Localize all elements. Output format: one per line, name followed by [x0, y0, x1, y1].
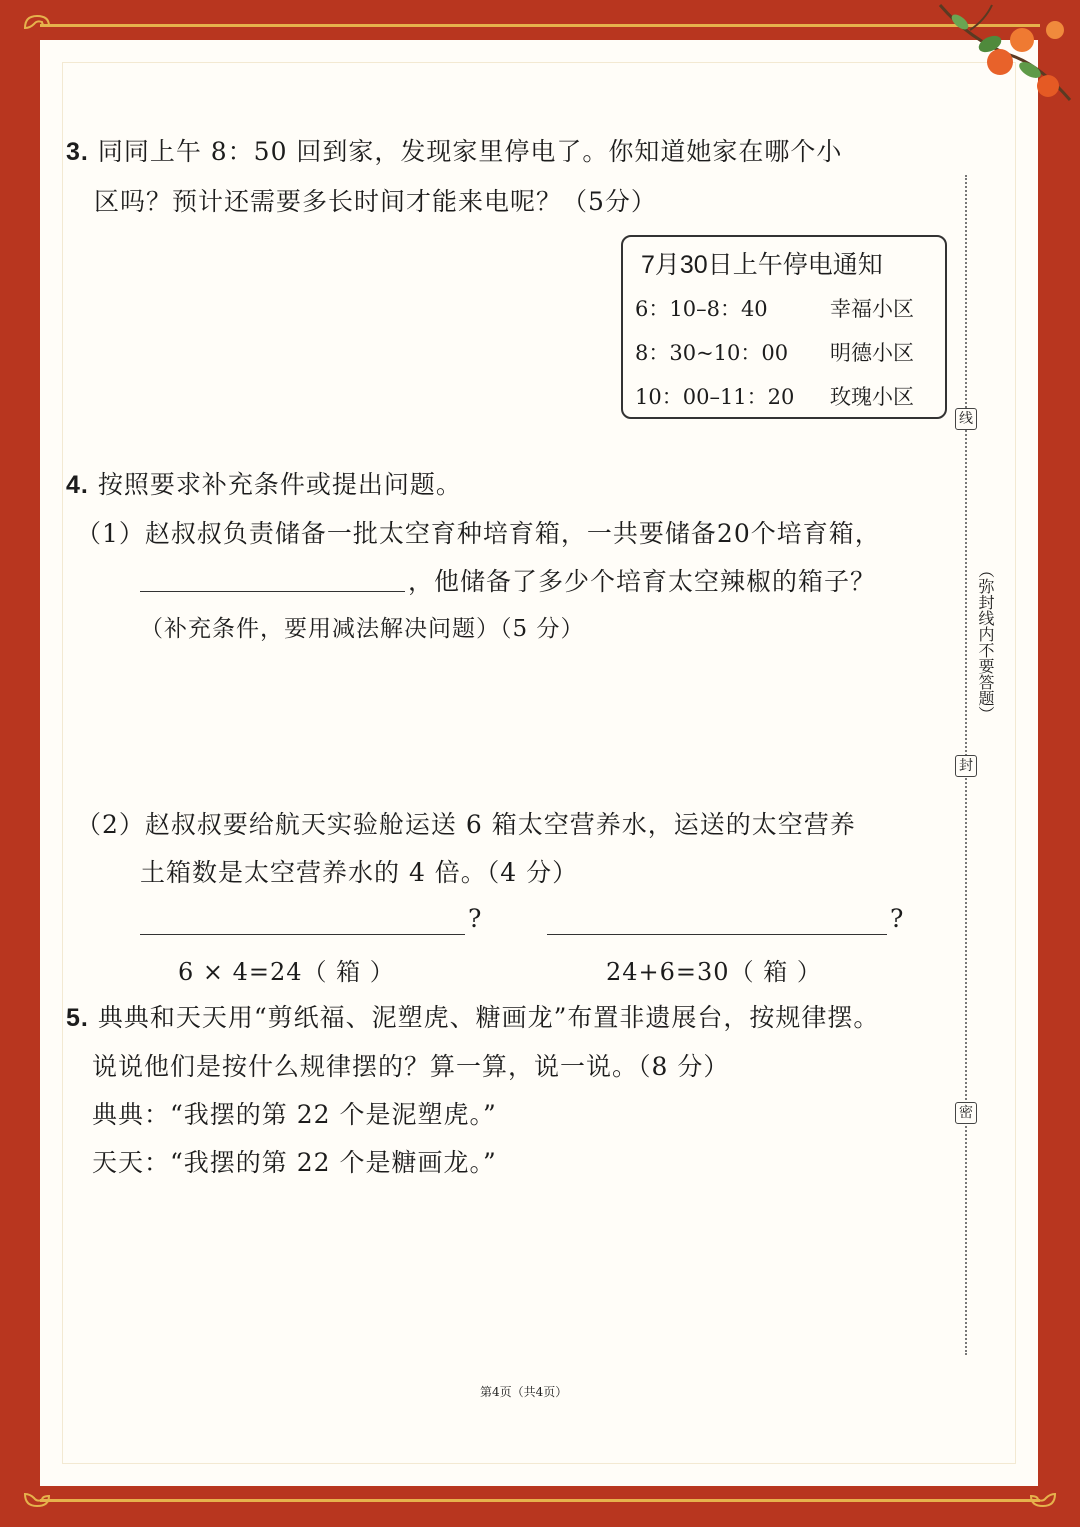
- q3-text-line1: 同同上午 8：50 回到家，发现家里停电了。你知道她家在哪个小: [97, 137, 843, 166]
- q4-title-line: [66, 465, 462, 501]
- q5-number: 5.: [66, 1004, 89, 1032]
- cloud-ornament-icon: [22, 1490, 52, 1510]
- notice-time: 8：30~10：00: [635, 341, 789, 365]
- q4-title: 按照要求补充条件或提出问题。: [97, 470, 462, 499]
- page-footer: 第4页（共4页）: [480, 1385, 568, 1399]
- calc-right: 24+6=30（ 箱 ）: [606, 958, 822, 986]
- frame-bottom-line: [40, 1499, 1040, 1502]
- question-mark-right: ?: [890, 904, 905, 933]
- answer-blank[interactable]: [140, 591, 405, 592]
- q4-part2-line2: 土箱数是太空营养水的 4 倍。（4 分）: [140, 858, 579, 887]
- q5-line3: 典典：“我摆的第 22 个是泥塑虎。”: [92, 1100, 497, 1129]
- power-outage-notice: [621, 235, 947, 419]
- notice-area: 玫瑰小区: [830, 385, 914, 409]
- q5-line1: [66, 998, 879, 1034]
- q4-number: 4.: [66, 471, 89, 499]
- question-mark-left: ?: [468, 904, 483, 933]
- persimmon-branch-icon: [930, 0, 1080, 115]
- notice-time: 10：00–11：20: [635, 385, 795, 409]
- q4-part1-hint: （补充条件，要用减法解决问题）（5 分）: [140, 616, 585, 642]
- notice-area: 明德小区: [830, 341, 914, 365]
- q5-line2: 说说他们是按什么规律摆的？算一算，说一说。（8 分）: [92, 1052, 730, 1081]
- seal-box-feng: 封: [955, 755, 977, 777]
- q3-line1: [66, 132, 842, 168]
- q5-line4: 天天：“我摆的第 22 个是糖画龙。”: [92, 1148, 497, 1177]
- notice-area: 幸福小区: [830, 297, 914, 321]
- cloud-ornament-icon: [1028, 1490, 1058, 1510]
- q3-number: 3.: [66, 138, 89, 166]
- q3-line2: 区吗？预计还需要多长时间才能来电呢？（5分）: [94, 187, 657, 216]
- seal-note: （弥封线内不要答题）: [976, 562, 995, 722]
- notice-time: 6：10–8：40: [635, 297, 768, 321]
- calc-left: 6 × 4=24（ 箱 ）: [178, 958, 395, 986]
- question-blank-right[interactable]: [547, 934, 887, 935]
- q4-part1-line2: ，他储备了多少个培育太空辣椒的箱子？: [408, 567, 877, 596]
- notice-title: 7月30日上午停电通知: [641, 251, 883, 279]
- frame-top-line: [40, 24, 1040, 27]
- q4-part1-line1: （1）赵叔叔负责储备一批太空育种培育箱，一共要储备20个培育箱，: [76, 519, 881, 548]
- q5-text-line1: 典典和天天用“剪纸福、泥塑虎、糖画龙”布置非遗展台，按规律摆。: [97, 1003, 880, 1032]
- q4-part2-line1: （2）赵叔叔要给航天实验舱运送 6 箱太空营养水，运送的太空营养: [76, 810, 856, 839]
- exam-page: [40, 40, 1038, 1486]
- question-blank-left[interactable]: [140, 934, 465, 935]
- seal-box-mi: 密: [955, 1102, 977, 1124]
- cloud-ornament-icon: [22, 12, 52, 32]
- seal-box-xian: 线: [955, 408, 977, 430]
